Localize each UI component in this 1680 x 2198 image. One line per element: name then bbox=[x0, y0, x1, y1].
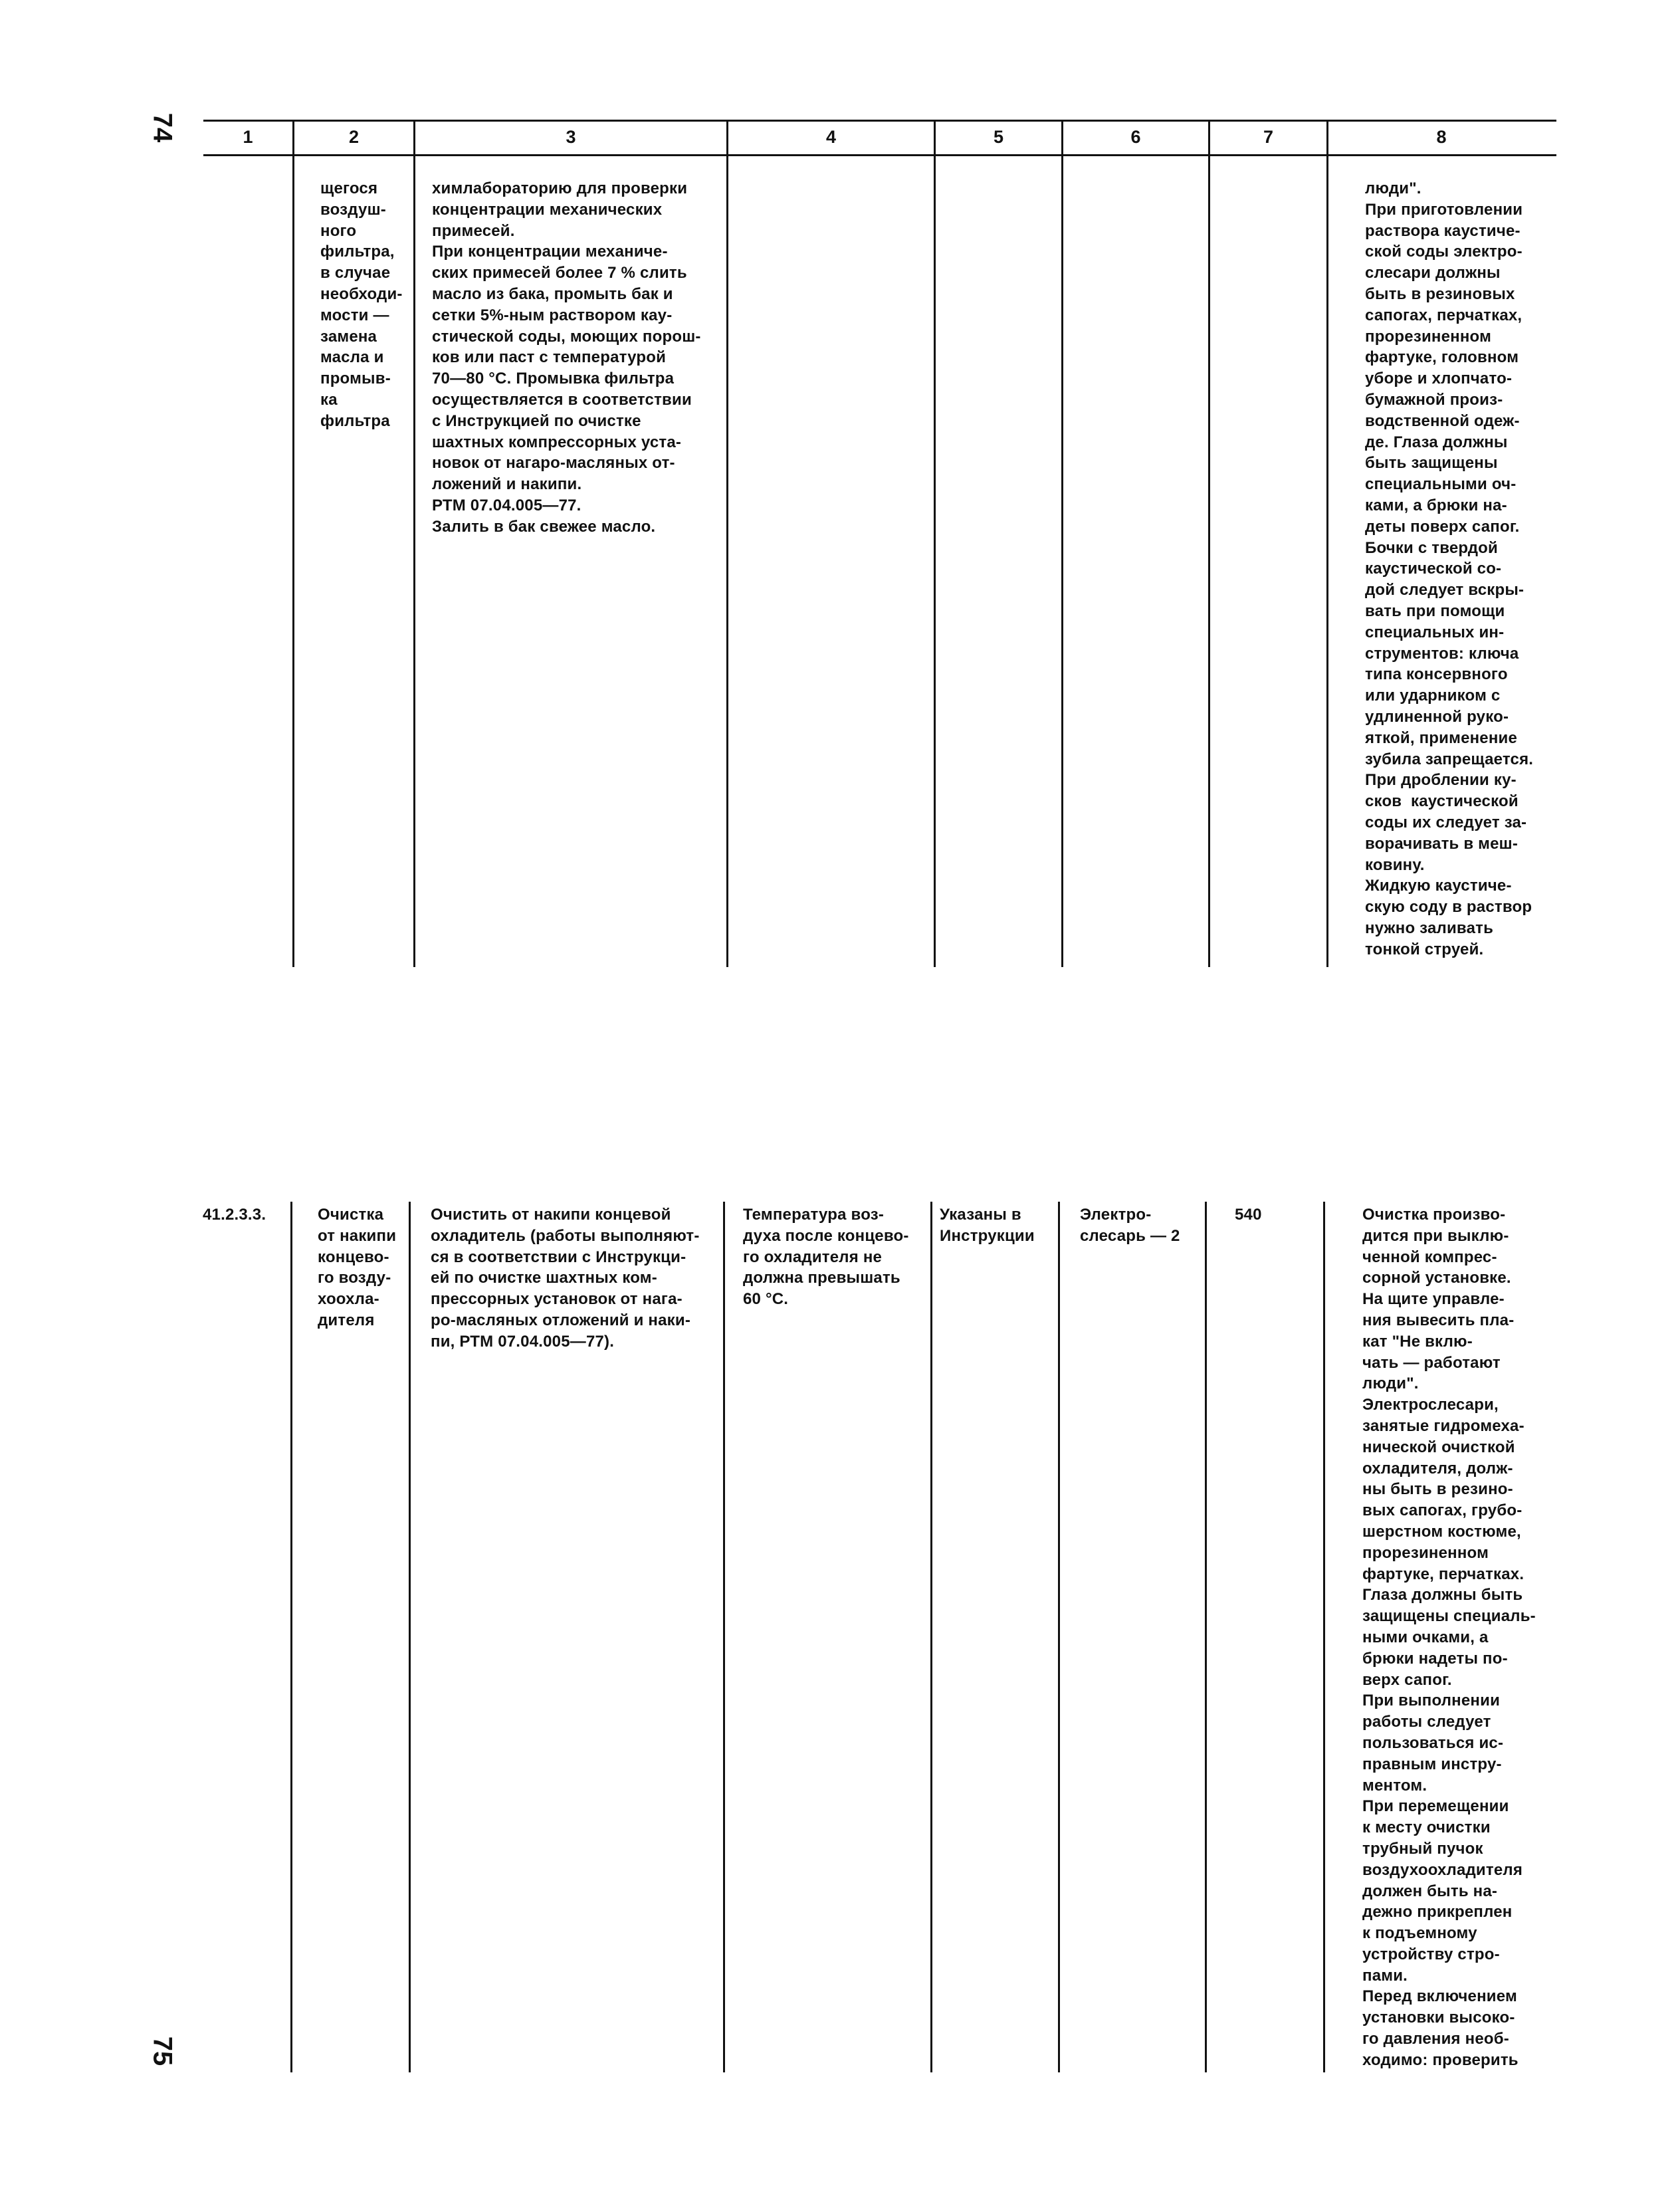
column-header-6: 6 bbox=[1130, 127, 1141, 147]
column-header-8: 8 bbox=[1436, 127, 1447, 147]
column-line bbox=[1208, 120, 1210, 967]
bottom-cell-col3: Очистить от накипи концевой охладитель (работы выполняют- ся в соответствии с Инструкци- ей по очистке шахтных ком- прессорных установок от нага- ро-масляных отложений и наки- пи, РТМ 07.04.005—77). bbox=[431, 1206, 700, 1351]
header-rule-top bbox=[203, 120, 1556, 122]
top-cell-col8: люди". При приготовлении раствора каустиче- ской соды электро- слесари должны быть в резиновых сапогах, перчатках, прорезиненном фартуке, головном уборе и хлопчато- бумажной произ- водственной одеж- де. Глаза должны быть защищены специальными оч- ками, а брюки на- деты поверх сапог. Бочки с твердой каустической со- дой следует вскры- вать при помощи специальных ин- струментов: ключа типа консервного или ударником с удлиненной руко- яткой, применение зубила запрещается. При дроблении ку- сков каустической соды их следует за- ворачивать в меш- ковину. Жидкую каустиче- скую соду в раствор нужно заливать тонкой струей. bbox=[1365, 179, 1534, 958]
bottom-cell-col2: Очистка от накипи концево- го возду- хоохла- дителя bbox=[318, 1206, 397, 1329]
header-rule-bottom bbox=[203, 154, 1556, 156]
bottom-cell-col5: Указаны в Инструкции bbox=[940, 1206, 1035, 1245]
column-line bbox=[290, 1202, 292, 2072]
row-number: 41.2.3.3. bbox=[203, 1206, 266, 1224]
column-line bbox=[409, 1202, 411, 2072]
column-line bbox=[292, 120, 294, 967]
top-cell-col2: щегося воздуш- ного фильтра, в случае необходи- мости — замена масла и промыв- ка фильтра bbox=[320, 179, 403, 430]
column-header-7: 7 bbox=[1263, 127, 1274, 147]
column-header-4: 4 bbox=[825, 127, 837, 147]
column-line bbox=[1323, 1202, 1325, 2072]
column-header-3: 3 bbox=[566, 127, 576, 147]
column-line bbox=[1326, 120, 1328, 967]
column-line bbox=[1058, 1202, 1060, 2072]
column-header-1: 1 bbox=[243, 127, 253, 147]
column-line bbox=[723, 1202, 725, 2072]
bottom-cell-col6: Электро- слесарь — 2 bbox=[1080, 1206, 1180, 1245]
bottom-cell-col4: Температура воз- духа после концево- го охладителя не должна превышать 60 °С. bbox=[743, 1206, 909, 1309]
bottom-cell-col7: 540 bbox=[1235, 1206, 1262, 1224]
column-header-2: 2 bbox=[348, 127, 360, 147]
column-line bbox=[726, 120, 728, 967]
column-line bbox=[1061, 120, 1063, 967]
column-line bbox=[930, 1202, 932, 2072]
bottom-cell-col8: Очистка произво- дится при выклю- ченной компрес- сорной установке. На щите управле- ния вывесить пла- кат "Не вклю- чать — работают люди". Электрослесари, занятые гидромеха- нической очисткой охладителя, долж- ны быть в резино- вых сапогах, грубо- шерстном костюме, прорезиненном фартуке, перчатках. Глаза должны быть защищены специаль- ными очками, а брюки надеты по- верх сапог. При выполнении работы следует пользоваться ис- правным инстру- ментом. При перемещении к месту очистки трубный пучок воздухоохладителя должен быть на- дежно прикреплен к подъемному устройству стро- пами. Перед включением установки высоко- го давления необ- ходимо: проверить bbox=[1362, 1206, 1536, 2069]
page-number-top: 74 bbox=[148, 112, 177, 143]
column-line bbox=[934, 120, 936, 967]
page-number-bottom: 75 bbox=[148, 2036, 177, 2066]
column-line bbox=[413, 120, 415, 967]
column-line bbox=[1205, 1202, 1207, 2072]
column-header-5: 5 bbox=[993, 127, 1004, 147]
top-cell-col3: химлабораторию для проверки концентрации механических примесей. При концентрации механиче- ских примесей более 7 % слить масло из бака, промыть бак и сетки 5%-ным раствором кау- стической соды, моющих порош- ков или паст с температурой 70—80 °С. Промывка фильтра осуществляется в соответствии с Инструкцией по очистке шахтных компрессорных уста- новок от нагаро-масляных от- ложений и накипи. РТМ 07.04.005—77. Залить в бак свежее масло. bbox=[432, 179, 701, 536]
